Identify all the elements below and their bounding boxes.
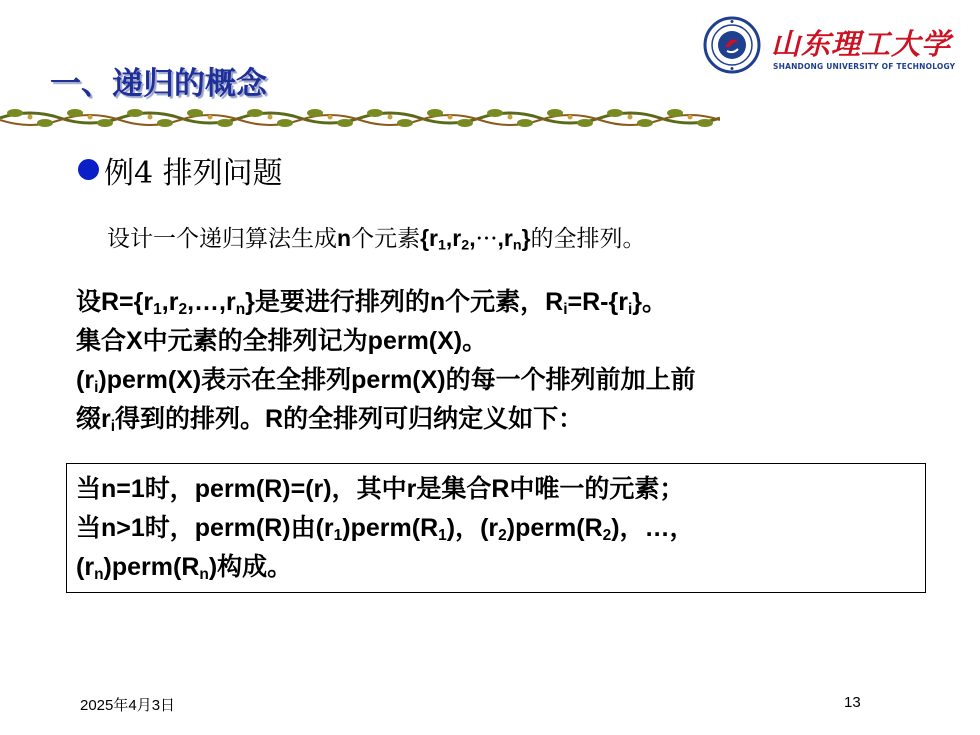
text: )构成。 xyxy=(208,553,293,581)
problem-text: 的全排列。 xyxy=(530,226,646,252)
subscript: 2 xyxy=(461,237,470,254)
decorative-vine-divider xyxy=(0,104,720,130)
subscript: i xyxy=(110,417,116,435)
problem-text: 设计一个递归算法生成 xyxy=(107,226,337,252)
set-sep: ,r xyxy=(497,225,513,251)
definition-line-2 xyxy=(76,322,956,361)
text: ,r xyxy=(161,288,179,316)
set-sep: ,r xyxy=(445,225,462,251)
subscript: 1 xyxy=(153,300,162,318)
subscript: n xyxy=(235,300,246,318)
subscript: i xyxy=(94,378,99,396)
ellipsis: ··· xyxy=(475,226,498,252)
set-open: {r xyxy=(420,225,438,251)
subscript: i xyxy=(563,300,568,318)
text: )perm(R xyxy=(342,514,439,542)
text: )perm(X)表示在全排列perm(X)的每一个排列前加上前 xyxy=(98,366,696,394)
subscript: 1 xyxy=(437,237,446,254)
recursive-case-line xyxy=(76,509,695,548)
text: }。 xyxy=(632,288,668,316)
recursive-definition-text xyxy=(76,470,695,587)
subscript: n xyxy=(94,565,104,583)
definition-block xyxy=(76,283,956,439)
text: (r xyxy=(76,553,95,581)
subscript: n xyxy=(199,565,209,583)
text: =R-{r xyxy=(567,288,628,316)
definition-line-1 xyxy=(76,283,956,322)
university-logo xyxy=(703,16,963,76)
text: 设R={r xyxy=(76,288,154,316)
subscript: 2 xyxy=(602,526,612,544)
university-name-en: SHANDONG UNIVERSITY OF TECHNOLOGY xyxy=(773,62,956,71)
text: )perm(R xyxy=(103,553,200,581)
footer-date: 2025年4月3日 xyxy=(80,697,176,714)
text: 缀r xyxy=(76,405,111,433)
subscript: 1 xyxy=(438,526,447,544)
set-close: } xyxy=(521,225,531,251)
text: )perm(R xyxy=(506,514,603,542)
problem-statement xyxy=(107,220,646,253)
subscript: 1 xyxy=(333,526,343,544)
text: 当n>1时，perm(R)由(r xyxy=(76,514,334,542)
university-seal-icon xyxy=(703,16,761,74)
text: )，(r xyxy=(446,514,499,542)
set-sep: , xyxy=(469,225,476,251)
text: )，…， xyxy=(611,514,695,542)
university-name-cn: 山东理工大学 xyxy=(771,27,952,61)
definition-line-4 xyxy=(76,400,956,439)
text: 当n=1时，perm(R)=(r)，其中r是集合R中唯一的元素； xyxy=(76,475,685,503)
recursive-case-continuation xyxy=(76,548,695,587)
subscript: 2 xyxy=(498,526,507,544)
subscript: 2 xyxy=(178,300,188,318)
page-number: 13 xyxy=(844,694,861,711)
text: 得到的排列。R的全排列可归纳定义如下： xyxy=(115,405,584,433)
section-title: 一、递归的概念 xyxy=(50,66,267,102)
problem-n: n xyxy=(337,225,352,251)
example-title: 例4 排列问题 xyxy=(104,156,283,191)
text: }是要进行排列的n个元素，R xyxy=(245,288,564,316)
bullet-dot xyxy=(78,159,99,180)
definition-line-3 xyxy=(76,361,956,400)
text: (r xyxy=(76,366,95,394)
subscript: n xyxy=(512,237,522,254)
subscript: i xyxy=(627,300,633,318)
base-case-line xyxy=(76,470,695,509)
problem-text: 个元素 xyxy=(351,226,421,252)
text: 集合X中元素的全排列记为perm(X)。 xyxy=(76,327,488,355)
text: ,…,r xyxy=(187,288,236,316)
